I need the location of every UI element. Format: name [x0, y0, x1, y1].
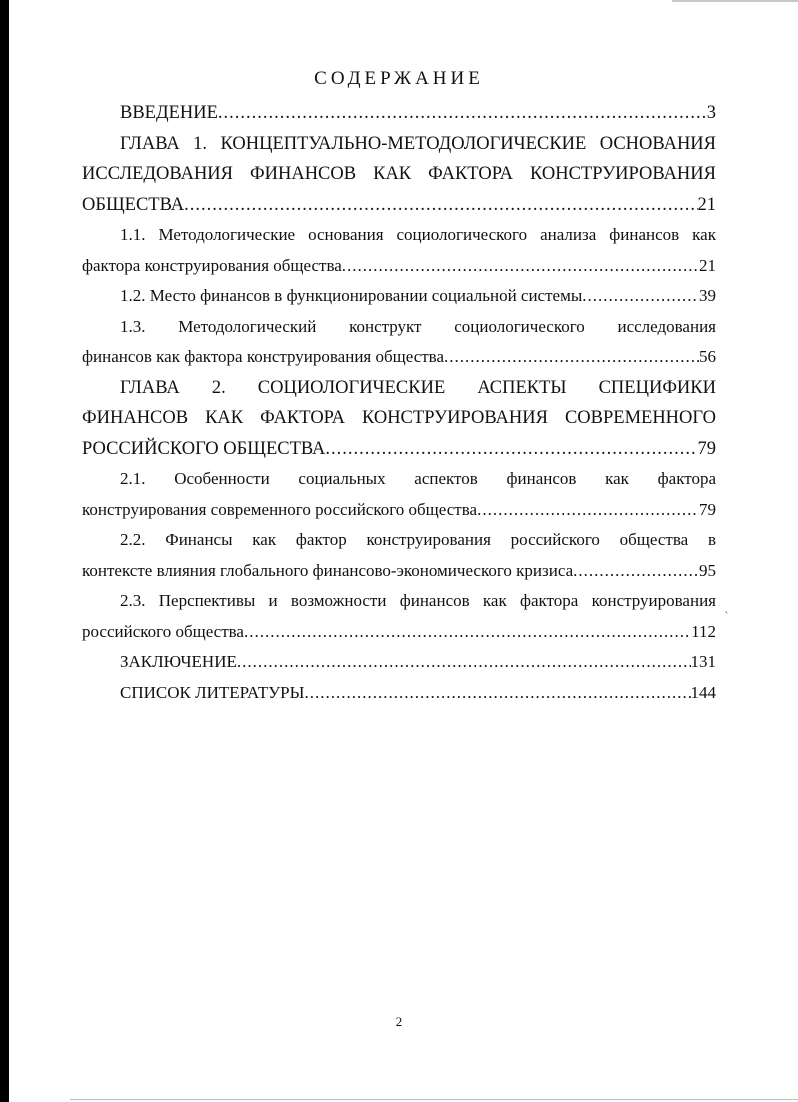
- toc-entry-title: российского общества: [82, 621, 244, 641]
- scan-edge-left: [0, 0, 9, 1102]
- toc-entry-bibliography: [82, 678, 716, 709]
- toc-entry-page: 95: [699, 560, 716, 580]
- toc-entry-chapter-1-line-1: ГЛАВА 1. КОНЦЕПТУАЛЬНО-МЕТОДОЛОГИЧЕСКИЕ ОСНОВАНИЯ: [120, 133, 716, 154]
- toc-entry-2-3-line-2: [82, 617, 716, 648]
- dot-leader: [444, 342, 699, 373]
- page-number: 2: [395, 1014, 403, 1029]
- dot-leader: [184, 190, 697, 221]
- toc-entry-title: конструирования современного российского общества: [82, 499, 478, 519]
- table-of-contents: [82, 98, 716, 708]
- toc-entry-chapter-2-line-1: ГЛАВА 2. СОЦИОЛОГИЧЕСКИЕ АСПЕКТЫ СПЕЦИФИКИ: [120, 377, 716, 398]
- toc-entry-conclusion: [82, 647, 716, 678]
- toc-entry-title: СПИСОК ЛИТЕРАТУРЫ: [120, 682, 305, 702]
- toc-title: СОДЕРЖАНИЕ: [314, 68, 484, 89]
- toc-entry-page: 79: [699, 499, 716, 519]
- toc-entry-2-3-line-1: 2.3. Перспективы и возможности финансов как фактора конструирования: [120, 591, 716, 610]
- toc-entry-1-2: [82, 281, 716, 312]
- toc-entry-chapter-2-line-2: ФИНАНСОВ КАК ФАКТОРА КОНСТРУИРОВАНИЯ СОВРЕМЕННОГО: [82, 408, 716, 428]
- dot-leader: [582, 281, 699, 312]
- dot-leader: [304, 678, 690, 709]
- toc-entry-page: 21: [699, 255, 716, 275]
- dot-leader: [218, 98, 707, 129]
- scan-edge-bottom: [70, 1099, 798, 1100]
- toc-entry-page: 79: [697, 438, 716, 459]
- toc-entry-page: 112: [691, 621, 716, 641]
- toc-entry-title: РОССИЙСКОГО ОБЩЕСТВА: [82, 438, 326, 459]
- toc-entry-2-2-line-1: 2.2. Финансы как фактор конструирования российского общества в: [120, 530, 716, 549]
- dot-leader: [342, 251, 699, 282]
- dot-leader: [573, 556, 699, 587]
- toc-entry-2-1-line-1: 2.1. Особенности социальных аспектов финансов как фактора: [120, 469, 716, 488]
- toc-entry-title: ВВЕДЕНИЕ: [120, 103, 218, 123]
- toc-entry-title: фактора конструирования общества: [82, 255, 342, 275]
- toc-entry-page: 131: [690, 652, 716, 671]
- toc-entry-page: 56: [699, 347, 716, 366]
- toc-entry-page: 39: [699, 286, 716, 305]
- toc-entry-title: финансов как фактора конструирования общества: [82, 347, 445, 366]
- toc-entry-page: 144: [690, 682, 716, 702]
- toc-entry-title: 1.2. Место финансов в функционировании социальной системы: [120, 286, 583, 305]
- toc-entry-introduction: [82, 98, 716, 129]
- toc-entry-2-1-line-2: [82, 495, 716, 526]
- scan-edge-top: [672, 0, 798, 2]
- stray-mark: `: [724, 610, 729, 625]
- toc-entry-page: 3: [706, 103, 716, 123]
- toc-entry-page: 21: [697, 194, 716, 215]
- toc-entry-1-3-line-2: [82, 342, 716, 373]
- dot-leader: [244, 617, 691, 648]
- toc-entry-chapter-2-line-3: [82, 434, 716, 465]
- dot-leader: [477, 495, 699, 526]
- toc-entry-title: ОБЩЕСТВА: [82, 194, 185, 215]
- toc-entry-1-1-line-1: 1.1. Методологические основания социологического анализа финансов как: [120, 225, 716, 244]
- toc-entry-chapter-1-line-3: [82, 190, 716, 221]
- dot-leader: [237, 647, 691, 678]
- toc-entry-1-3-line-1: 1.3. Методологический конструкт социологического исследования: [120, 316, 716, 336]
- dot-leader: [325, 434, 697, 465]
- toc-entry-1-1-line-2: [82, 251, 716, 282]
- toc-entry-2-2-line-2: [82, 556, 716, 587]
- toc-entry-title: контексте влияния глобального финансово-экономического кризиса: [82, 560, 574, 580]
- toc-entry-chapter-1-line-2: ИССЛЕДОВАНИЯ ФИНАНСОВ КАК ФАКТОРА КОНСТРУИРОВАНИЯ: [82, 164, 716, 184]
- toc-entry-title: ЗАКЛЮЧЕНИЕ: [120, 652, 237, 671]
